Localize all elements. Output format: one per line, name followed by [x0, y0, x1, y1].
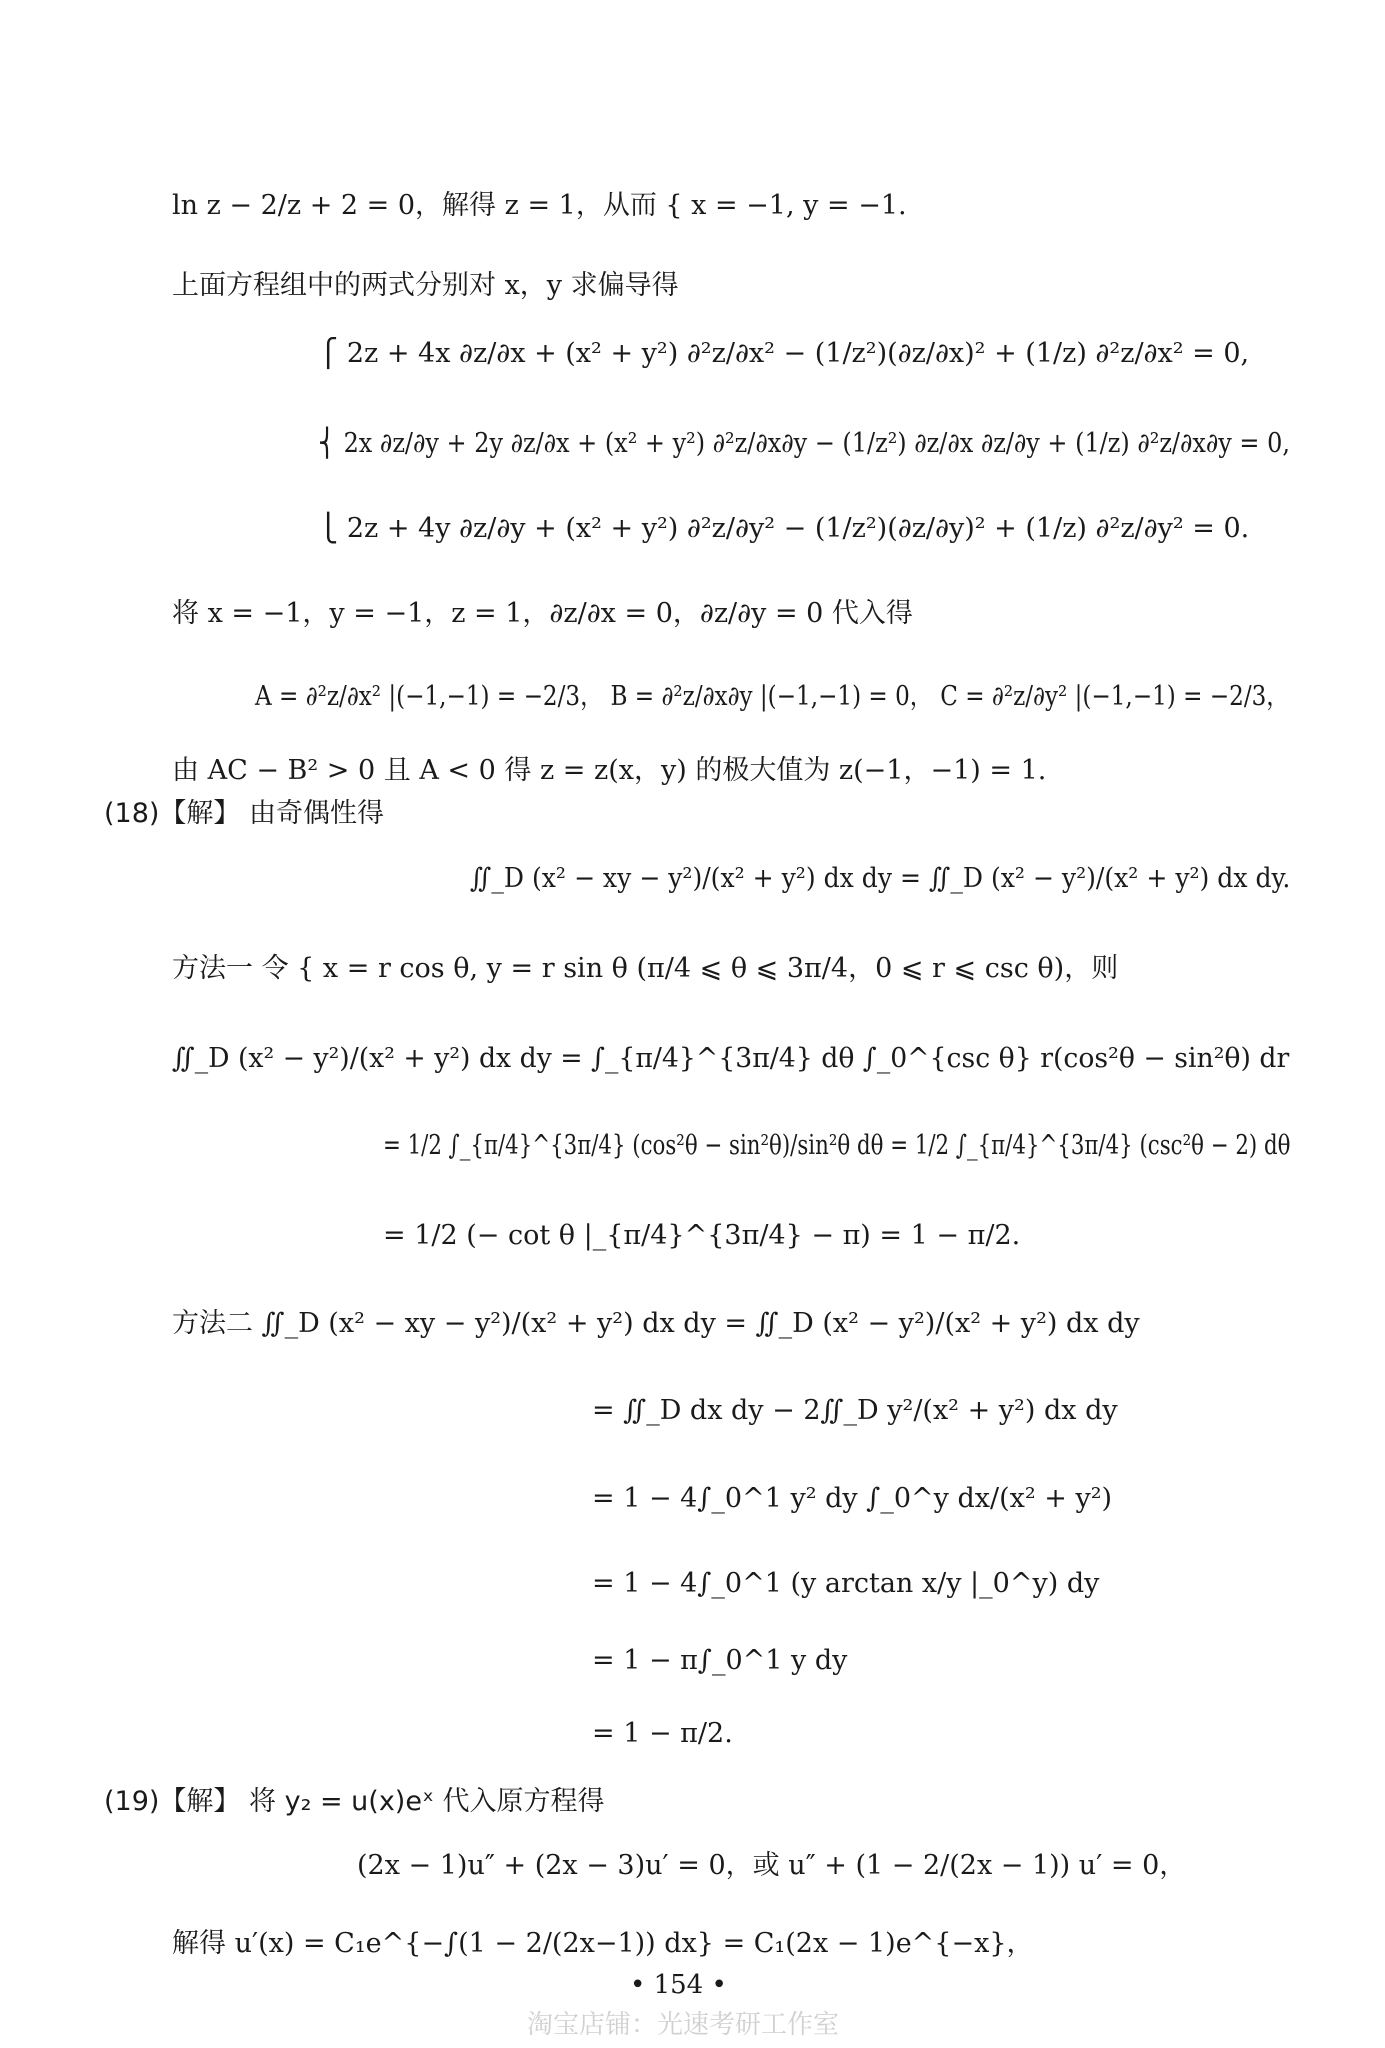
page-number: • 154 • — [630, 1970, 727, 2000]
equation-line-5: ⎩ 2z + 4y ∂z/∂y + (x² + y²) ∂²z/∂y² − (1/z²)(∂z/∂y)² + (1/z) ∂²z/∂y² = 0. — [318, 513, 1250, 544]
equation-line-17: = 1 − 4∫_0^1 y² dy ∫_0^y dx/(x² + y²) — [592, 1483, 1113, 1514]
equation-line-19: = 1 − π∫_0^1 y dy — [592, 1645, 848, 1676]
equation-line-20: = 1 − π/2. — [592, 1718, 733, 1749]
equation-line-18: = 1 − 4∫_0^1 (y arctan x/y |_0^y) dy — [592, 1568, 1100, 1599]
solution-18-heading: (18)【解】 由奇偶性得 — [104, 798, 385, 829]
equation-line-23: 解得 u′(x) = C₁e^{−∫(1 − 2/(2x−1)) dx} = C₁(2x − 1)e^{−x}， — [172, 1928, 1034, 1959]
equation-line-3: ⎧ 2z + 4x ∂z/∂x + (x² + y²) ∂²z/∂x² − (1/z²)(∂z/∂x)² + (1/z) ∂²z/∂x² = 0, — [318, 338, 1250, 369]
equation-line-7: A = ∂²z/∂x² |(−1,−1) = −2/3， B = ∂²z/∂x∂y |(−1,−1) = 0， C = ∂²z/∂y² |(−1,−1) = −2/3， — [255, 681, 1290, 712]
text-line-8: 由 AC − B² > 0 且 A < 0 得 z = z(x，y) 的极大值为 z(−1，−1) = 1. — [172, 755, 1047, 786]
equation-line-4: ⎨ 2x ∂z/∂y + 2y ∂z/∂x + (x² + y²) ∂²z/∂x∂y − (1/z²) ∂z/∂x ∂z/∂y + (1/z) ∂²z/∂x∂y = 0, — [318, 428, 1290, 459]
method-one-line: 方法一 令 { x = r cos θ, y = r sin θ (π/4 ⩽ θ ⩽ 3π/4，0 ⩽ r ⩽ csc θ)，则 — [172, 953, 1119, 984]
equation-line-12: ∬_D (x² − y²)/(x² + y²) dx dy = ∫_{π/4}^{3π/4} dθ ∫_0^{csc θ} r(cos²θ − sin²θ) dr — [172, 1043, 1290, 1074]
text-line-6: 将 x = −1，y = −1，z = 1，∂z/∂x = 0，∂z/∂y = 0 代入得 — [172, 598, 913, 629]
equation-line-16: = ∬_D dx dy − 2∬_D y²/(x² + y²) dx dy — [592, 1395, 1118, 1426]
text-line-2: 上面方程组中的两式分别对 x，y 求偏导得 — [172, 270, 679, 301]
equation-line-14: = 1/2 (− cot θ |_{π/4}^{3π/4} − π) = 1 − π/2. — [383, 1220, 1021, 1251]
text-line-1: ln z − 2/z + 2 = 0，解得 z = 1，从而 { x = −1, y = −1. — [172, 190, 907, 221]
equation-line-13: = 1/2 ∫_{π/4}^{3π/4} (cos²θ − sin²θ)/sin²θ dθ = 1/2 ∫_{π/4}^{3π/4} (csc²θ − 2) dθ — [383, 1130, 1291, 1161]
shop-watermark: 淘宝店铺：光速考研工作室 — [527, 2010, 840, 2040]
equation-line-10: ∬_D (x² − xy − y²)/(x² + y²) dx dy = ∬_D (x² − y²)/(x² + y²) dx dy. — [470, 863, 1291, 894]
equation-line-22: (2x − 1)u″ + (2x − 3)u′ = 0，或 u″ + (1 − 2/(2x − 1)) u′ = 0， — [357, 1850, 1187, 1881]
solution-19-heading: (19)【解】 将 y₂ = u(x)eˣ 代入原方程得 — [104, 1786, 605, 1817]
method-two-line: 方法二 ∬_D (x² − xy − y²)/(x² + y²) dx dy = ∬_D (x² − y²)/(x² + y²) dx dy — [172, 1308, 1140, 1339]
